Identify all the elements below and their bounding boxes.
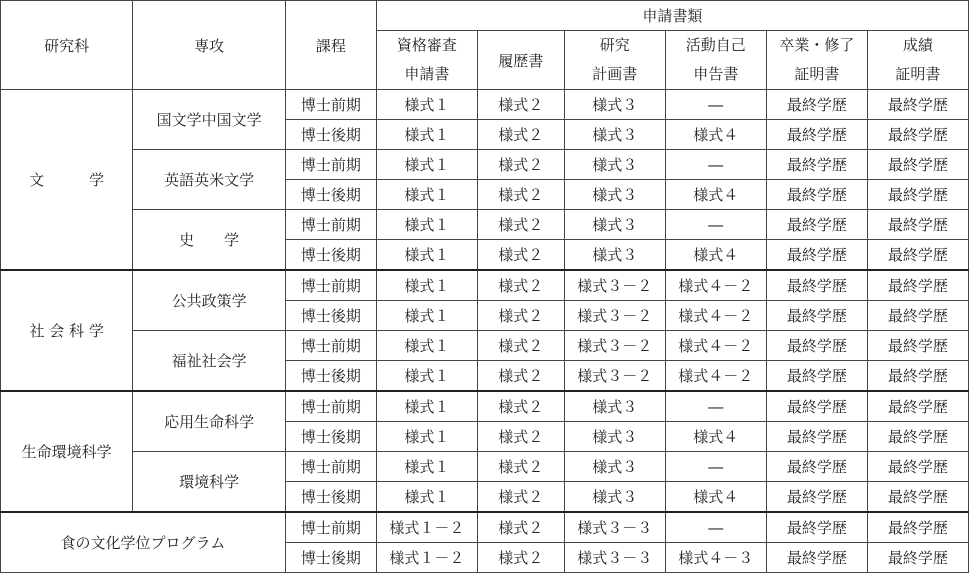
course-cell: 博士後期	[285, 543, 376, 573]
doc-activity-cell: 様式４－３	[665, 543, 766, 573]
major-name: 公共政策学	[133, 270, 286, 331]
doc-research-plan-cell: 様式３	[564, 90, 665, 120]
doc-graduation-cell: 最終学歴	[766, 543, 867, 573]
doc-resume-cell: 様式２	[477, 422, 564, 452]
doc-transcript-cell: 最終学歴	[867, 422, 968, 452]
table-row	[1, 210, 969, 240]
header-major: 専攻	[133, 1, 286, 90]
doc-graduation-cell: 最終学歴	[766, 240, 867, 271]
header-application-documents: 申請書類	[376, 1, 968, 31]
doc-resume-cell: 様式２	[477, 210, 564, 240]
doc-resume-cell: 様式２	[477, 270, 564, 301]
doc-research-plan-cell: 様式３	[564, 391, 665, 422]
header-course: 課程	[285, 1, 376, 90]
doc-qualification-cell: 様式１	[376, 210, 477, 240]
table-row	[1, 90, 969, 120]
school-name: 生命環境科学	[1, 391, 133, 512]
table-body	[1, 90, 969, 573]
doc-qualification-cell: 様式１	[376, 120, 477, 150]
doc-activity-cell: 様式４	[665, 180, 766, 210]
doc-activity-cell: 様式４－２	[665, 301, 766, 331]
doc-qualification-cell: 様式１	[376, 180, 477, 210]
doc-qualification-cell: 様式１	[376, 331, 477, 361]
course-cell: 博士後期	[285, 301, 376, 331]
doc-graduation-cell: 最終学歴	[766, 452, 867, 482]
doc-graduation-cell: 最終学歴	[766, 270, 867, 301]
doc-graduation-cell: 最終学歴	[766, 482, 867, 513]
doc-activity-cell: ―	[665, 210, 766, 240]
major-name: 応用生命科学	[133, 391, 286, 452]
doc-transcript-cell: 最終学歴	[867, 210, 968, 240]
course-cell: 博士前期	[285, 150, 376, 180]
header-doc-transcript: 成績 証明書	[867, 31, 968, 90]
doc-research-plan-cell: 様式３	[564, 240, 665, 271]
header-doc-activity: 活動自己 申告書	[665, 31, 766, 90]
doc-transcript-cell: 最終学歴	[867, 391, 968, 422]
course-cell: 博士前期	[285, 391, 376, 422]
doc-research-plan-cell: 様式３	[564, 452, 665, 482]
doc-research-plan-cell: 様式３－２	[564, 270, 665, 301]
course-cell: 博士前期	[285, 331, 376, 361]
course-cell: 博士前期	[285, 452, 376, 482]
doc-research-plan-cell: 様式３	[564, 150, 665, 180]
course-cell: 博士前期	[285, 90, 376, 120]
doc-resume-cell: 様式２	[477, 240, 564, 271]
doc-qualification-cell: 様式１－２	[376, 543, 477, 573]
doc-qualification-cell: 様式１	[376, 391, 477, 422]
doc-resume-cell: 様式２	[477, 543, 564, 573]
doc-graduation-cell: 最終学歴	[766, 422, 867, 452]
doc-resume-cell: 様式２	[477, 301, 564, 331]
doc-research-plan-cell: 様式３－３	[564, 543, 665, 573]
doc-resume-cell: 様式２	[477, 452, 564, 482]
course-cell: 博士後期	[285, 240, 376, 271]
doc-resume-cell: 様式２	[477, 391, 564, 422]
table-row	[1, 331, 969, 361]
doc-activity-cell: 様式４	[665, 120, 766, 150]
doc-graduation-cell: 最終学歴	[766, 90, 867, 120]
doc-resume-cell: 様式２	[477, 482, 564, 513]
doc-graduation-cell: 最終学歴	[766, 180, 867, 210]
school-name: 文 学	[1, 90, 133, 271]
table-row	[1, 150, 969, 180]
doc-research-plan-cell: 様式３－２	[564, 331, 665, 361]
table-row	[1, 391, 969, 422]
course-cell: 博士後期	[285, 482, 376, 513]
major-name: 史 学	[133, 210, 286, 271]
doc-research-plan-cell: 様式３	[564, 210, 665, 240]
doc-resume-cell: 様式２	[477, 180, 564, 210]
doc-qualification-cell: 様式１	[376, 301, 477, 331]
header-doc-resume: 履歴書	[477, 31, 564, 90]
doc-qualification-cell: 様式１	[376, 150, 477, 180]
doc-transcript-cell: 最終学歴	[867, 452, 968, 482]
doc-transcript-cell: 最終学歴	[867, 512, 968, 543]
doc-qualification-cell: 様式１	[376, 422, 477, 452]
doc-resume-cell: 様式２	[477, 90, 564, 120]
doc-research-plan-cell: 様式３	[564, 422, 665, 452]
header-doc-qualification: 資格審査 申請書	[376, 31, 477, 90]
table-row	[1, 512, 969, 543]
course-cell: 博士後期	[285, 422, 376, 452]
course-cell: 博士前期	[285, 512, 376, 543]
header-row-1	[1, 1, 969, 31]
doc-qualification-cell: 様式１－２	[376, 512, 477, 543]
major-name: 福祉社会学	[133, 331, 286, 392]
header-doc-graduation: 卒業・修了 証明書	[766, 31, 867, 90]
doc-research-plan-cell: 様式３	[564, 482, 665, 513]
course-cell: 博士後期	[285, 180, 376, 210]
doc-research-plan-cell: 様式３	[564, 120, 665, 150]
doc-transcript-cell: 最終学歴	[867, 543, 968, 573]
header-graduate-school: 研究科	[1, 1, 133, 90]
course-cell: 博士後期	[285, 361, 376, 392]
doc-qualification-cell: 様式１	[376, 361, 477, 392]
doc-resume-cell: 様式２	[477, 512, 564, 543]
doc-resume-cell: 様式２	[477, 150, 564, 180]
doc-transcript-cell: 最終学歴	[867, 331, 968, 361]
doc-research-plan-cell: 様式３－２	[564, 301, 665, 331]
doc-resume-cell: 様式２	[477, 361, 564, 392]
doc-activity-cell: ―	[665, 391, 766, 422]
doc-activity-cell: 様式４－２	[665, 270, 766, 301]
header-doc-research-plan: 研究 計画書	[564, 31, 665, 90]
doc-activity-cell: ―	[665, 150, 766, 180]
doc-activity-cell: ―	[665, 512, 766, 543]
doc-transcript-cell: 最終学歴	[867, 180, 968, 210]
doc-transcript-cell: 最終学歴	[867, 361, 968, 392]
course-cell: 博士前期	[285, 270, 376, 301]
doc-qualification-cell: 様式１	[376, 270, 477, 301]
table-row	[1, 452, 969, 482]
doc-graduation-cell: 最終学歴	[766, 512, 867, 543]
table-row	[1, 270, 969, 301]
doc-activity-cell: 様式４－２	[665, 361, 766, 392]
course-cell: 博士後期	[285, 120, 376, 150]
course-cell: 博士前期	[285, 210, 376, 240]
doc-transcript-cell: 最終学歴	[867, 301, 968, 331]
major-name: 国文学中国文学	[133, 90, 286, 150]
doc-resume-cell: 様式２	[477, 331, 564, 361]
doc-research-plan-cell: 様式３－２	[564, 361, 665, 392]
doc-activity-cell: ―	[665, 90, 766, 120]
doc-graduation-cell: 最終学歴	[766, 150, 867, 180]
doc-transcript-cell: 最終学歴	[867, 120, 968, 150]
doc-transcript-cell: 最終学歴	[867, 90, 968, 120]
doc-research-plan-cell: 様式３	[564, 180, 665, 210]
school-name: 社 会 科 学	[1, 270, 133, 391]
doc-graduation-cell: 最終学歴	[766, 391, 867, 422]
doc-activity-cell: 様式４	[665, 240, 766, 271]
major-name: 環境科学	[133, 452, 286, 513]
doc-graduation-cell: 最終学歴	[766, 361, 867, 392]
doc-graduation-cell: 最終学歴	[766, 331, 867, 361]
major-name: 英語英米文学	[133, 150, 286, 210]
doc-transcript-cell: 最終学歴	[867, 482, 968, 513]
doc-activity-cell: 様式４－２	[665, 331, 766, 361]
doc-activity-cell: 様式４	[665, 422, 766, 452]
doc-graduation-cell: 最終学歴	[766, 301, 867, 331]
doc-transcript-cell: 最終学歴	[867, 150, 968, 180]
doc-transcript-cell: 最終学歴	[867, 270, 968, 301]
doc-research-plan-cell: 様式３－３	[564, 512, 665, 543]
doc-qualification-cell: 様式１	[376, 452, 477, 482]
doc-qualification-cell: 様式１	[376, 90, 477, 120]
doc-activity-cell: 様式４	[665, 482, 766, 513]
program-name: 食の文化学位プログラム	[1, 512, 286, 573]
doc-qualification-cell: 様式１	[376, 240, 477, 271]
doc-qualification-cell: 様式１	[376, 482, 477, 513]
doc-graduation-cell: 最終学歴	[766, 120, 867, 150]
doc-transcript-cell: 最終学歴	[867, 240, 968, 271]
doc-resume-cell: 様式２	[477, 120, 564, 150]
doc-activity-cell: ―	[665, 452, 766, 482]
doc-graduation-cell: 最終学歴	[766, 210, 867, 240]
